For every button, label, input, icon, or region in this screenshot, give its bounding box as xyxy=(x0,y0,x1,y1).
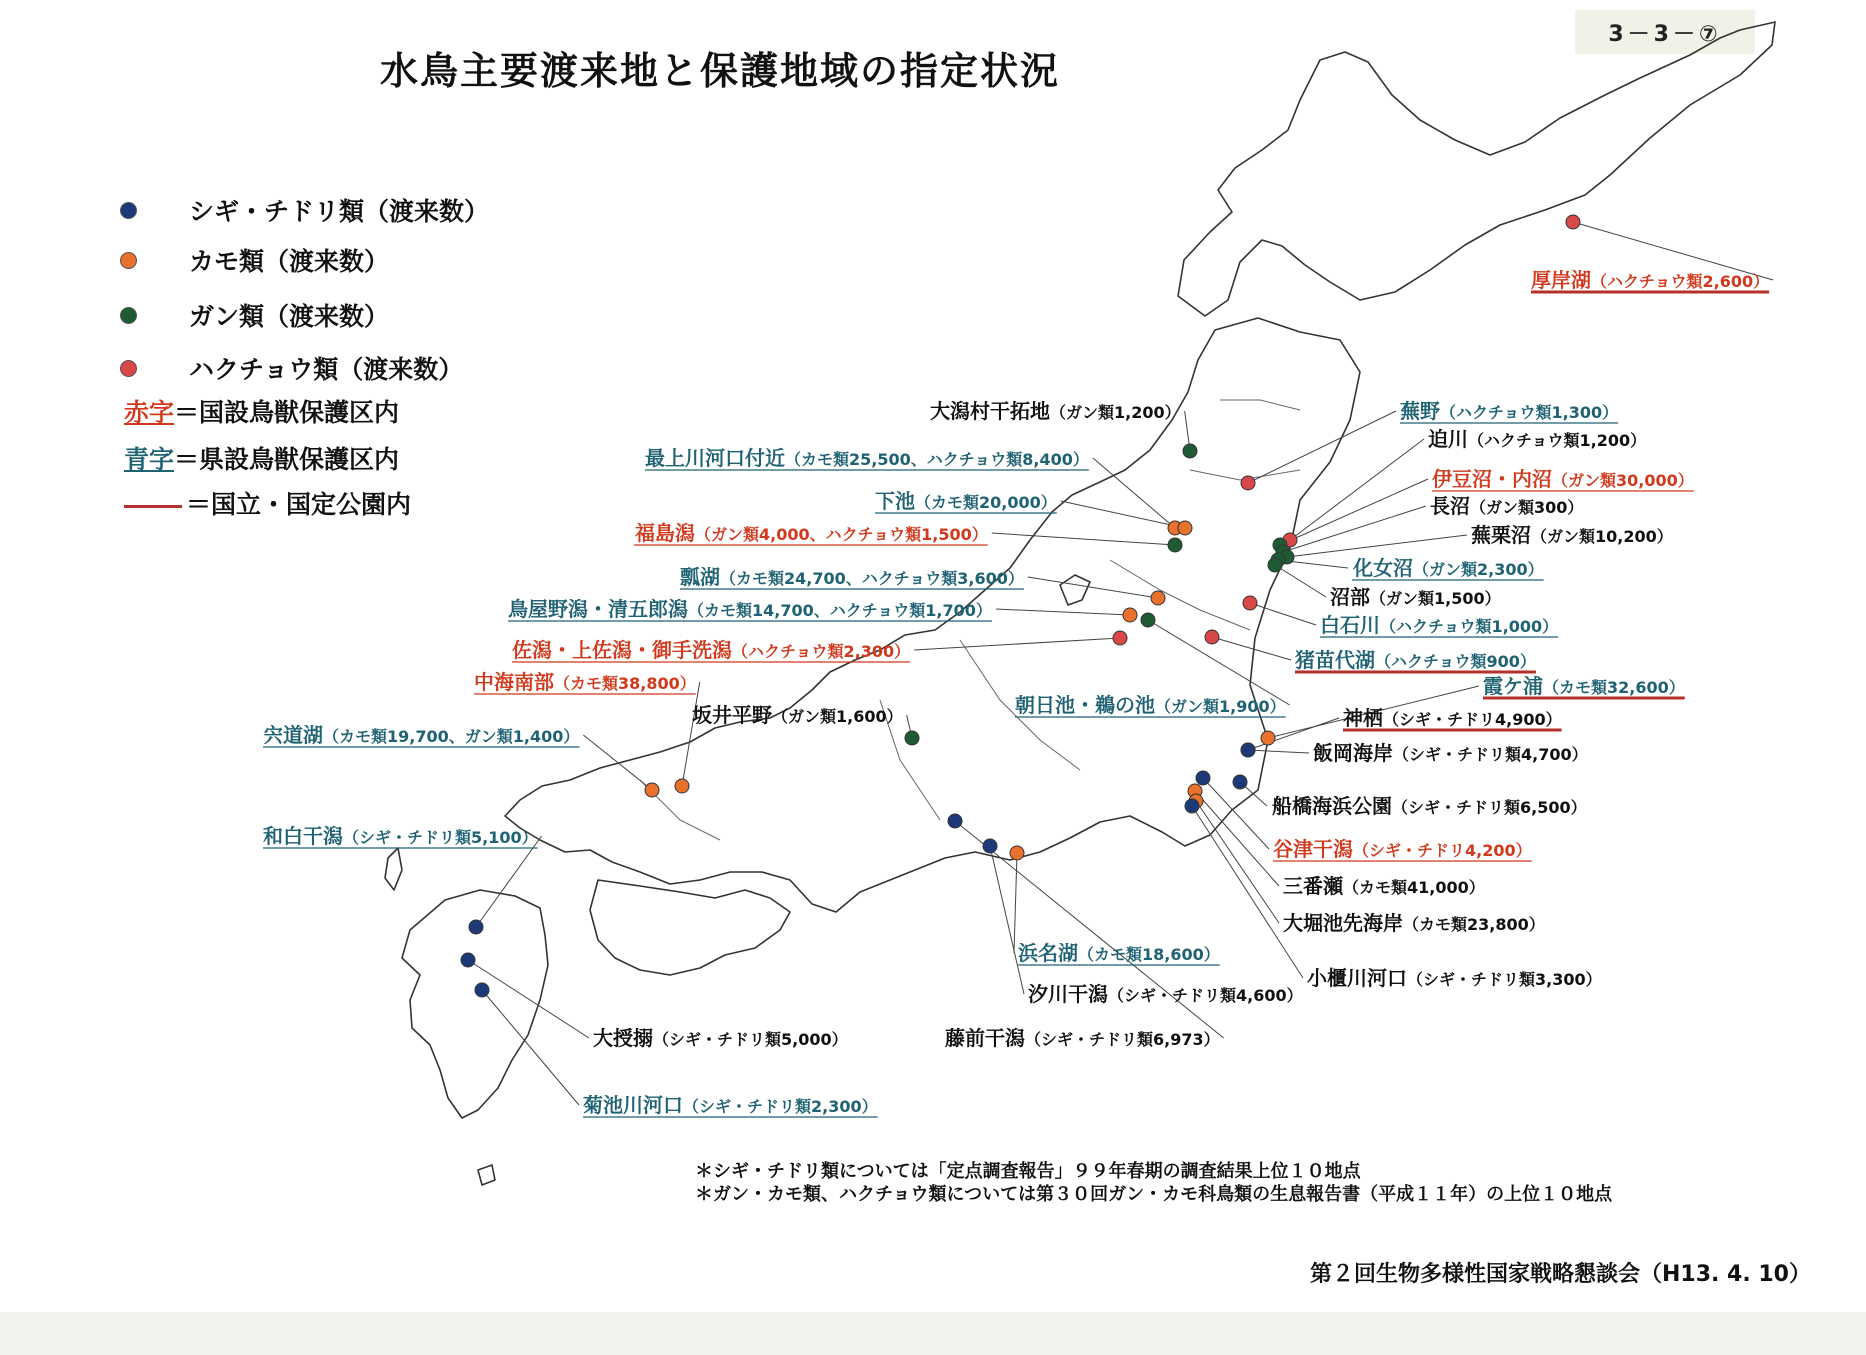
site-label xyxy=(1015,693,1286,717)
site-count: （シギ・チドリ類6,973） xyxy=(1025,1030,1220,1049)
site-count: （シギ・チドリ類3,300） xyxy=(1407,970,1602,989)
site-name: 中海南部 xyxy=(474,670,554,694)
site-dot-shorebird xyxy=(1185,799,1199,813)
site-dot-shorebird xyxy=(461,953,475,967)
site-count: （カモ類19,700、ガン類1,400） xyxy=(323,727,580,746)
site-name: 神栖 xyxy=(1343,706,1383,730)
site-label xyxy=(1343,706,1562,730)
site-name: 化女沼 xyxy=(1353,556,1413,580)
site-count: （ハクチョウ類2,600） xyxy=(1591,272,1770,291)
site-count: （ガン類300） xyxy=(1470,498,1584,517)
site-count: （ハクチョウ類1,000） xyxy=(1380,617,1559,636)
site-label xyxy=(1428,427,1646,451)
site-dot-goose xyxy=(1268,558,1282,572)
site-name: 和白干潟 xyxy=(263,824,343,848)
site-label xyxy=(1483,674,1685,698)
site-count: （カモ類24,700、ハクチョウ類3,600） xyxy=(720,569,1024,588)
leader-line xyxy=(468,960,589,1038)
site-label xyxy=(508,597,992,621)
site-name: 三番瀬 xyxy=(1283,874,1343,898)
legend-label-shorebird: シギ・チドリ類（渡来数） xyxy=(189,197,490,226)
site-dot-duck xyxy=(675,779,689,793)
site-dot-swan xyxy=(1566,215,1580,229)
site-dot-duck xyxy=(645,783,659,797)
site-count: （シギ・チドリ類4,600） xyxy=(1108,986,1303,1005)
site-dot-shorebird xyxy=(469,920,483,934)
site-name: 谷津干潟 xyxy=(1273,837,1353,861)
shikoku-outline xyxy=(590,880,790,975)
site-label xyxy=(680,565,1024,589)
leader-line xyxy=(1196,801,1279,923)
leader-line xyxy=(482,990,579,1105)
site-dot-shorebird xyxy=(1196,771,1210,785)
site-label xyxy=(875,489,1057,513)
site-name: 霞ケ浦 xyxy=(1483,674,1543,698)
site-dot-duck xyxy=(1123,608,1137,622)
site-label xyxy=(1283,874,1485,898)
site-dot-swan xyxy=(1241,476,1255,490)
site-label xyxy=(1531,268,1769,292)
site-label xyxy=(1028,982,1303,1006)
site-name: 鳥屋野潟・清五郎潟 xyxy=(508,597,688,621)
site-label xyxy=(263,824,538,848)
site-count: （ガン類1,900） xyxy=(1155,697,1286,716)
site-label xyxy=(634,521,988,545)
site-label xyxy=(930,399,1181,423)
site-count: （ハクチョウ類1,300） xyxy=(1440,403,1619,422)
site-label xyxy=(593,1026,848,1050)
leader-line xyxy=(996,609,1130,615)
site-name: 福島潟 xyxy=(635,521,695,545)
site-dot-duck xyxy=(1261,731,1275,745)
site-name: 大授搦 xyxy=(593,1026,653,1050)
site-name: 浜名湖 xyxy=(1018,941,1078,965)
site-dot-duck xyxy=(1151,591,1165,605)
key-park-text: ＝国立・国定公園内 xyxy=(186,490,412,519)
site-label xyxy=(1313,741,1588,765)
key-blue-text: ＝県設鳥獣保護区内 xyxy=(174,445,400,474)
site-count: （ガン類1,500） xyxy=(1370,589,1501,608)
tsushima-outline xyxy=(385,848,402,890)
site-label xyxy=(1283,911,1545,935)
site-dot-shorebird xyxy=(475,983,489,997)
site-label xyxy=(1471,523,1673,547)
site-label xyxy=(1352,556,1544,580)
site-count: （カモ類41,000） xyxy=(1343,878,1485,897)
legend-label-swan: ハクチョウ類（渡来数） xyxy=(189,355,464,384)
leader-line xyxy=(914,638,1120,650)
footnote-shorebird: ＊シギ・チドリ類については「定点調査報告」９９年春期の調査結果上位１０地点 xyxy=(695,1161,1361,1182)
site-name: 長沼 xyxy=(1430,494,1470,518)
site-label xyxy=(1018,941,1220,965)
site-dot-swan xyxy=(1113,631,1127,645)
site-label xyxy=(692,703,903,727)
site-label xyxy=(1295,648,1536,672)
site-count: （ガン類2,300） xyxy=(1413,560,1544,579)
site-dot-swan xyxy=(1205,630,1219,644)
site-label xyxy=(1320,613,1558,637)
site-name: 朝日池・鵜の池 xyxy=(1015,693,1155,717)
sado-island-outline xyxy=(1060,575,1090,605)
site-count: （シギ・チドリ類5,100） xyxy=(343,828,538,847)
site-count: （カモ類32,600） xyxy=(1543,678,1685,697)
site-label xyxy=(945,1026,1220,1050)
site-count: （シギ・チドリ類5,000） xyxy=(653,1030,848,1049)
site-count: （カモ類14,700、ハクチョウ類1,700） xyxy=(688,601,992,620)
legend-label-duck: カモ類（渡来数） xyxy=(189,247,390,276)
site-count: （カモ類25,500、ハクチョウ類8,400） xyxy=(785,450,1089,469)
site-name: 迫川 xyxy=(1428,427,1468,451)
leader-line xyxy=(476,836,542,927)
site-dot-duck xyxy=(1178,521,1192,535)
leader-line xyxy=(1093,458,1175,528)
site-name: 佐潟・上佐潟・御手洗潟 xyxy=(512,638,732,662)
site-label xyxy=(1307,966,1602,990)
site-label xyxy=(583,1093,878,1117)
site-name: 飯岡海岸 xyxy=(1313,741,1393,765)
site-count: （シギ・チドリ4,900） xyxy=(1383,710,1562,729)
footer-meeting-info: 第２回生物多様性国家戦略懇談会（H13. 4. 10） xyxy=(1310,1262,1811,1287)
site-name: 船橋海浜公園 xyxy=(1272,794,1392,818)
site-name: 大潟村干拓地 xyxy=(930,399,1050,423)
page-title: 水鳥主要渡来地と保護地域の指定状況 xyxy=(380,49,1061,93)
document-number-badge: 3－3－⑦ xyxy=(1575,10,1755,54)
site-dot-goose xyxy=(1141,613,1155,627)
site-count: （カモ類38,800） xyxy=(554,674,696,693)
yakushima-outline xyxy=(478,1165,495,1185)
leader-line xyxy=(1248,750,1309,753)
site-label xyxy=(1271,794,1587,818)
site-count: （ガン類30,000） xyxy=(1552,471,1694,490)
leader-line xyxy=(990,846,1024,994)
site-count: （カモ類23,800） xyxy=(1403,915,1545,934)
site-dot-shorebird xyxy=(983,839,997,853)
key-blue-word: 青字 xyxy=(124,445,175,474)
leader-line xyxy=(583,735,652,790)
key-red-text: ＝国設鳥獣保護区内 xyxy=(174,398,400,427)
leader-line xyxy=(1028,577,1158,598)
key-red-word: 赤字 xyxy=(124,398,175,427)
leader-line xyxy=(1061,501,1185,528)
site-name: 大堀池先海岸 xyxy=(1283,911,1403,935)
site-dot-shorebird xyxy=(948,814,962,828)
site-dot-goose xyxy=(905,731,919,745)
site-count: （カモ類20,000） xyxy=(915,493,1057,512)
leader-line xyxy=(1014,853,1017,953)
site-count: （シギ・チドリ類4,700） xyxy=(1393,745,1588,764)
site-name: 蕪野 xyxy=(1400,399,1440,423)
site-name: 沼部 xyxy=(1330,585,1370,609)
site-count: （シギ・チドリ類6,500） xyxy=(1392,798,1587,817)
site-name: 汐川干潟 xyxy=(1028,982,1108,1006)
site-dot-swan xyxy=(1243,596,1257,610)
site-count: （ハクチョウ類1,200） xyxy=(1468,431,1647,450)
footnote-waterfowl: ＊ガン・カモ類、ハクチョウ類については第３０回ガン・カモ科鳥類の生息報告書（平成１１年）の上位１０地点 xyxy=(695,1184,1613,1205)
site-name: 厚岸湖 xyxy=(1531,268,1591,292)
site-label xyxy=(1330,585,1501,609)
site-name: 瓢湖 xyxy=(680,565,720,589)
site-count: （シギ・チドリ類2,300） xyxy=(683,1097,878,1116)
site-dot-shorebird xyxy=(1233,775,1247,789)
site-count: （ガン類10,200） xyxy=(1531,527,1673,546)
leader-line xyxy=(682,682,700,786)
site-name: 白石川 xyxy=(1320,613,1380,637)
site-label xyxy=(1432,467,1694,491)
site-count: （シギ・チドリ4,200） xyxy=(1353,841,1532,860)
site-label xyxy=(1273,837,1532,861)
site-name: 坂井平野 xyxy=(692,703,772,727)
site-count: （カモ類18,600） xyxy=(1078,945,1220,964)
site-count: （ハクチョウ類2,300） xyxy=(732,642,911,661)
leader-line xyxy=(1275,565,1326,597)
site-name: 蕪栗沼 xyxy=(1471,523,1531,547)
tohoku-border xyxy=(1220,400,1300,410)
leader-line xyxy=(992,533,1175,545)
site-dot-goose xyxy=(1183,444,1197,458)
leader-line xyxy=(1148,620,1290,705)
site-label xyxy=(512,638,910,662)
site-name: 菊池川河口 xyxy=(583,1093,683,1117)
site-name: 伊豆沼・内沼 xyxy=(1432,467,1552,491)
site-name: 最上川河口付近 xyxy=(645,446,785,470)
site-label xyxy=(474,670,696,694)
site-dot-duck xyxy=(1010,846,1024,860)
site-label xyxy=(645,446,1089,470)
site-label xyxy=(1400,399,1618,423)
site-count: （ガン類4,000、ハクチョウ類1,500） xyxy=(695,525,988,544)
site-name: 下池 xyxy=(875,489,915,513)
site-count: （ガン類1,200） xyxy=(1050,403,1181,422)
leader-line xyxy=(1287,535,1467,557)
site-name: 藤前干潟 xyxy=(945,1026,1025,1050)
site-name: 猪苗代湖 xyxy=(1295,648,1375,672)
site-dot-goose xyxy=(1168,538,1182,552)
site-label xyxy=(263,723,579,747)
site-name: 小櫃川河口 xyxy=(1307,966,1407,990)
site-count: （ハクチョウ類900） xyxy=(1375,652,1536,671)
site-count: （ガン類1,600） xyxy=(772,707,903,726)
leader-line xyxy=(1212,637,1291,660)
legend-label-goose: ガン類（渡来数） xyxy=(189,302,390,331)
site-dot-shorebird xyxy=(1241,743,1255,757)
site-label xyxy=(1430,494,1583,518)
site-name: 宍道湖 xyxy=(263,723,323,747)
